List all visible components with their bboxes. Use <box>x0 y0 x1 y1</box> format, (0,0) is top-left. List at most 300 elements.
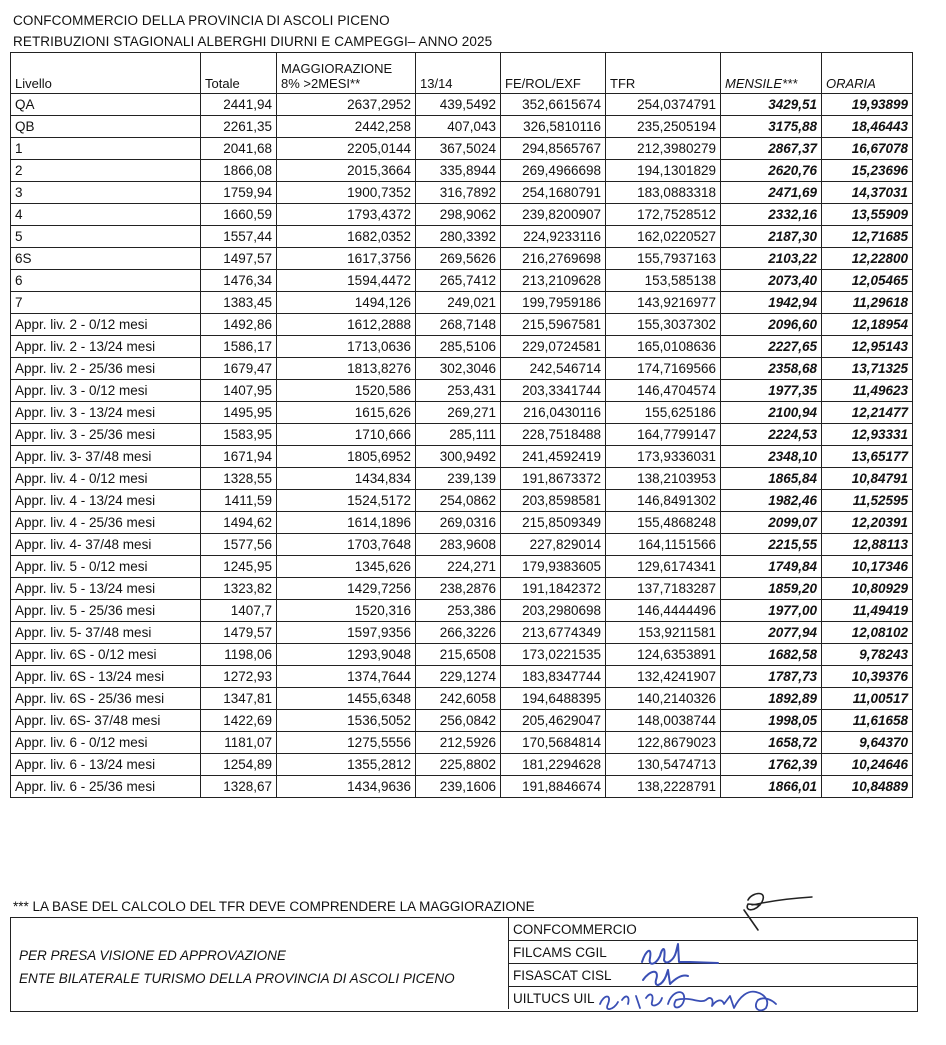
cell-tredicesima-quattordicesima: 249,021 <box>416 292 501 314</box>
cell-livello: Appr. liv. 6 - 25/36 mesi <box>11 776 201 798</box>
cell-tfr: 155,4868248 <box>606 512 721 534</box>
cell-mensile: 2358,68 <box>721 358 822 380</box>
cell-tfr: 162,0220527 <box>606 226 721 248</box>
cell-maggiorazione: 1536,5052 <box>277 710 416 732</box>
cell-totale: 2441,94 <box>201 94 277 116</box>
cell-totale: 1671,94 <box>201 446 277 468</box>
table-row <box>11 490 913 512</box>
column-header-maggiorazione-line1: MAGGIORAZIONE <box>281 61 393 76</box>
cell-oraria: 10,80929 <box>822 578 913 600</box>
cell-maggiorazione: 1434,9636 <box>277 776 416 798</box>
cell-fe-rol-exf: 203,2980698 <box>501 600 606 622</box>
cell-fe-rol-exf: 224,9233116 <box>501 226 606 248</box>
cell-oraria: 18,46443 <box>822 116 913 138</box>
cell-tredicesima-quattordicesima: 239,139 <box>416 468 501 490</box>
cell-livello: Appr. liv. 6S - 13/24 mesi <box>11 666 201 688</box>
cell-fe-rol-exf: 215,5967581 <box>501 314 606 336</box>
cell-livello: Appr. liv. 3 - 13/24 mesi <box>11 402 201 424</box>
cell-mensile: 2867,37 <box>721 138 822 160</box>
cell-totale: 1479,57 <box>201 622 277 644</box>
cell-tredicesima-quattordicesima: 253,386 <box>416 600 501 622</box>
cell-tredicesima-quattordicesima: 256,0842 <box>416 710 501 732</box>
column-header-fe-rol-exf: FE/ROL/EXF <box>501 53 606 94</box>
signatory-filcams-cgil: FILCAMS CGIL <box>509 941 918 964</box>
cell-livello: 6S <box>11 248 201 270</box>
cell-fe-rol-exf: 191,8846674 <box>501 776 606 798</box>
cell-oraria: 16,67078 <box>822 138 913 160</box>
cell-maggiorazione: 2442,258 <box>277 116 416 138</box>
cell-mensile: 2077,94 <box>721 622 822 644</box>
cell-livello: Appr. liv. 5- 37/48 mesi <box>11 622 201 644</box>
cell-maggiorazione: 1293,9048 <box>277 644 416 666</box>
cell-tfr: 153,9211581 <box>606 622 721 644</box>
cell-mensile: 1762,39 <box>721 754 822 776</box>
approval-line-1: PER PRESA VISIONE ED APPROVAZIONE <box>19 948 286 963</box>
cell-maggiorazione: 1617,3756 <box>277 248 416 270</box>
cell-mensile: 1942,94 <box>721 292 822 314</box>
table-row <box>11 666 913 688</box>
cell-mensile: 3175,88 <box>721 116 822 138</box>
table-row <box>11 94 913 116</box>
cell-mensile: 1998,05 <box>721 710 822 732</box>
cell-maggiorazione: 1713,0636 <box>277 336 416 358</box>
cell-fe-rol-exf: 213,2109628 <box>501 270 606 292</box>
cell-totale: 1494,62 <box>201 512 277 534</box>
cell-livello: Appr. liv. 4 - 0/12 mesi <box>11 468 201 490</box>
document-title: CONFCOMMERCIO DELLA PROVINCIA DI ASCOLI PICENO <box>13 13 390 28</box>
cell-tfr: 165,0108636 <box>606 336 721 358</box>
cell-tfr: 146,4704574 <box>606 380 721 402</box>
cell-fe-rol-exf: 227,829014 <box>501 534 606 556</box>
cell-maggiorazione: 1494,126 <box>277 292 416 314</box>
cell-maggiorazione: 1900,7352 <box>277 182 416 204</box>
cell-maggiorazione: 1612,2888 <box>277 314 416 336</box>
table-row <box>11 710 913 732</box>
cell-mensile: 2103,22 <box>721 248 822 270</box>
cell-tfr: 153,585138 <box>606 270 721 292</box>
cell-livello: Appr. liv. 5 - 0/12 mesi <box>11 556 201 578</box>
cell-fe-rol-exf: 326,5810116 <box>501 116 606 138</box>
cell-mensile: 2215,55 <box>721 534 822 556</box>
cell-oraria: 9,78243 <box>822 644 913 666</box>
cell-tredicesima-quattordicesima: 225,8802 <box>416 754 501 776</box>
table-row <box>11 578 913 600</box>
cell-mensile: 2073,40 <box>721 270 822 292</box>
cell-oraria: 19,93899 <box>822 94 913 116</box>
cell-maggiorazione: 1597,9356 <box>277 622 416 644</box>
cell-oraria: 11,61658 <box>822 710 913 732</box>
cell-tfr: 132,4241907 <box>606 666 721 688</box>
cell-maggiorazione: 1793,4372 <box>277 204 416 226</box>
cell-tredicesima-quattordicesima: 269,271 <box>416 402 501 424</box>
cell-fe-rol-exf: 228,7518488 <box>501 424 606 446</box>
column-header-13-14: 13/14 <box>416 53 501 94</box>
cell-totale: 1411,59 <box>201 490 277 512</box>
table-row <box>11 688 913 710</box>
cell-oraria: 10,24646 <box>822 754 913 776</box>
cell-totale: 1583,95 <box>201 424 277 446</box>
cell-livello: Appr. liv. 6S - 0/12 mesi <box>11 644 201 666</box>
cell-livello: Appr. liv. 6 - 13/24 mesi <box>11 754 201 776</box>
cell-livello: Appr. liv. 3 - 25/36 mesi <box>11 424 201 446</box>
cell-fe-rol-exf: 241,4592419 <box>501 446 606 468</box>
cell-tfr: 155,625186 <box>606 402 721 424</box>
cell-maggiorazione: 1520,316 <box>277 600 416 622</box>
cell-tfr: 235,2505194 <box>606 116 721 138</box>
cell-fe-rol-exf: 216,2769698 <box>501 248 606 270</box>
cell-livello: Appr. liv. 3- 37/48 mesi <box>11 446 201 468</box>
cell-mensile: 2348,10 <box>721 446 822 468</box>
cell-tfr: 138,2103953 <box>606 468 721 490</box>
cell-maggiorazione: 1682,0352 <box>277 226 416 248</box>
cell-livello: Appr. liv. 2 - 0/12 mesi <box>11 314 201 336</box>
table-row <box>11 600 913 622</box>
table-row <box>11 358 913 380</box>
cell-tredicesima-quattordicesima: 439,5492 <box>416 94 501 116</box>
cell-tfr: 194,1301829 <box>606 160 721 182</box>
table-row <box>11 380 913 402</box>
cell-tfr: 137,7183287 <box>606 578 721 600</box>
cell-tfr: 146,8491302 <box>606 490 721 512</box>
cell-mensile: 1892,89 <box>721 688 822 710</box>
cell-totale: 2261,35 <box>201 116 277 138</box>
cell-tfr: 148,0038744 <box>606 710 721 732</box>
cell-oraria: 10,39376 <box>822 666 913 688</box>
cell-maggiorazione: 1345,626 <box>277 556 416 578</box>
cell-oraria: 10,84791 <box>822 468 913 490</box>
cell-tredicesima-quattordicesima: 238,2876 <box>416 578 501 600</box>
cell-livello: Appr. liv. 4- 37/48 mesi <box>11 534 201 556</box>
cell-tfr: 124,6353891 <box>606 644 721 666</box>
cell-tfr: 172,7528512 <box>606 204 721 226</box>
table-row <box>11 424 913 446</box>
cell-tfr: 140,2140326 <box>606 688 721 710</box>
cell-oraria: 12,18954 <box>822 314 913 336</box>
cell-totale: 1347,81 <box>201 688 277 710</box>
cell-totale: 1328,67 <box>201 776 277 798</box>
cell-fe-rol-exf: 269,4966698 <box>501 160 606 182</box>
cell-tredicesima-quattordicesima: 300,9492 <box>416 446 501 468</box>
cell-totale: 1272,93 <box>201 666 277 688</box>
approval-line-2: ENTE BILATERALE TURISMO DELLA PROVINCIA DI ASCOLI PICENO <box>19 971 455 986</box>
cell-totale: 1328,55 <box>201 468 277 490</box>
cell-fe-rol-exf: 194,6488395 <box>501 688 606 710</box>
cell-oraria: 10,84889 <box>822 776 913 798</box>
cell-mensile: 2471,69 <box>721 182 822 204</box>
cell-tredicesima-quattordicesima: 269,0316 <box>416 512 501 534</box>
cell-fe-rol-exf: 203,8598581 <box>501 490 606 512</box>
cell-oraria: 13,71325 <box>822 358 913 380</box>
table-row <box>11 776 913 798</box>
cell-fe-rol-exf: 239,8200907 <box>501 204 606 226</box>
cell-fe-rol-exf: 213,6774349 <box>501 622 606 644</box>
table-row <box>11 116 913 138</box>
cell-totale: 1679,47 <box>201 358 277 380</box>
cell-totale: 1422,69 <box>201 710 277 732</box>
cell-livello: 7 <box>11 292 201 314</box>
cell-maggiorazione: 1805,6952 <box>277 446 416 468</box>
cell-oraria: 13,55909 <box>822 204 913 226</box>
cell-tredicesima-quattordicesima: 224,271 <box>416 556 501 578</box>
document-subtitle: RETRIBUZIONI STAGIONALI ALBERGHI DIURNI E CAMPEGGI– ANNO 2025 <box>13 34 493 49</box>
cell-tfr: 155,7937163 <box>606 248 721 270</box>
cell-totale: 1407,95 <box>201 380 277 402</box>
cell-tfr: 130,5474713 <box>606 754 721 776</box>
table-row <box>11 556 913 578</box>
cell-oraria: 12,05465 <box>822 270 913 292</box>
table-row <box>11 160 913 182</box>
cell-maggiorazione: 2637,2952 <box>277 94 416 116</box>
cell-oraria: 12,71685 <box>822 226 913 248</box>
column-header-maggiorazione-line2: 8% >2MESI** <box>281 76 361 91</box>
cell-mensile: 2224,53 <box>721 424 822 446</box>
cell-totale: 1495,95 <box>201 402 277 424</box>
cell-fe-rol-exf: 242,546714 <box>501 358 606 380</box>
cell-maggiorazione: 1374,7644 <box>277 666 416 688</box>
cell-livello: Appr. liv. 6 - 0/12 mesi <box>11 732 201 754</box>
cell-oraria: 12,22800 <box>822 248 913 270</box>
cell-fe-rol-exf: 294,8565767 <box>501 138 606 160</box>
cell-mensile: 1865,84 <box>721 468 822 490</box>
cell-livello: Appr. liv. 5 - 13/24 mesi <box>11 578 201 600</box>
cell-oraria: 11,49419 <box>822 600 913 622</box>
cell-tredicesima-quattordicesima: 242,6058 <box>416 688 501 710</box>
cell-tredicesima-quattordicesima: 212,5926 <box>416 732 501 754</box>
cell-totale: 1181,07 <box>201 732 277 754</box>
cell-tredicesima-quattordicesima: 335,8944 <box>416 160 501 182</box>
cell-tredicesima-quattordicesima: 302,3046 <box>416 358 501 380</box>
cell-tredicesima-quattordicesima: 269,5626 <box>416 248 501 270</box>
cell-tfr: 155,3037302 <box>606 314 721 336</box>
cell-tredicesima-quattordicesima: 265,7412 <box>416 270 501 292</box>
cell-livello: Appr. liv. 6S - 25/36 mesi <box>11 688 201 710</box>
cell-oraria: 11,00517 <box>822 688 913 710</box>
signatory-confcommercio: CONFCOMMERCIO <box>509 918 918 941</box>
cell-tfr: 129,6174341 <box>606 556 721 578</box>
cell-tredicesima-quattordicesima: 266,3226 <box>416 622 501 644</box>
cell-totale: 1759,94 <box>201 182 277 204</box>
cell-tfr: 164,1151566 <box>606 534 721 556</box>
cell-mensile: 1859,20 <box>721 578 822 600</box>
cell-mensile: 2332,16 <box>721 204 822 226</box>
cell-oraria: 10,17346 <box>822 556 913 578</box>
cell-mensile: 2099,07 <box>721 512 822 534</box>
cell-tfr: 143,9216977 <box>606 292 721 314</box>
cell-maggiorazione: 1434,834 <box>277 468 416 490</box>
cell-livello: Appr. liv. 2 - 13/24 mesi <box>11 336 201 358</box>
table-row <box>11 534 913 556</box>
cell-livello: 5 <box>11 226 201 248</box>
cell-maggiorazione: 1710,666 <box>277 424 416 446</box>
cell-totale: 1198,06 <box>201 644 277 666</box>
cell-maggiorazione: 1520,586 <box>277 380 416 402</box>
cell-tredicesima-quattordicesima: 298,9062 <box>416 204 501 226</box>
cell-fe-rol-exf: 203,3341744 <box>501 380 606 402</box>
cell-totale: 1245,95 <box>201 556 277 578</box>
cell-oraria: 12,08102 <box>822 622 913 644</box>
cell-totale: 1577,56 <box>201 534 277 556</box>
cell-tredicesima-quattordicesima: 367,5024 <box>416 138 501 160</box>
cell-totale: 1476,34 <box>201 270 277 292</box>
column-header-livello: Livello <box>11 53 201 94</box>
cell-oraria: 13,65177 <box>822 446 913 468</box>
cell-tfr: 212,3980279 <box>606 138 721 160</box>
cell-livello: QB <box>11 116 201 138</box>
cell-mensile: 2187,30 <box>721 226 822 248</box>
column-header-oraria: ORARIA <box>822 53 913 94</box>
cell-maggiorazione: 2205,0144 <box>277 138 416 160</box>
table-row <box>11 226 913 248</box>
table-row <box>11 512 913 534</box>
cell-fe-rol-exf: 229,0724581 <box>501 336 606 358</box>
cell-mensile: 1866,01 <box>721 776 822 798</box>
cell-oraria: 12,21477 <box>822 402 913 424</box>
cell-totale: 1497,57 <box>201 248 277 270</box>
cell-maggiorazione: 1429,7256 <box>277 578 416 600</box>
cell-totale: 1254,89 <box>201 754 277 776</box>
cell-oraria: 12,95143 <box>822 336 913 358</box>
cell-fe-rol-exf: 183,8347744 <box>501 666 606 688</box>
cell-livello: 6 <box>11 270 201 292</box>
cell-oraria: 12,88113 <box>822 534 913 556</box>
cell-livello: Appr. liv. 2 - 25/36 mesi <box>11 358 201 380</box>
cell-oraria: 14,37031 <box>822 182 913 204</box>
cell-tredicesima-quattordicesima: 268,7148 <box>416 314 501 336</box>
column-header-totale: Totale <box>201 53 277 94</box>
cell-tfr: 173,9336031 <box>606 446 721 468</box>
column-header-tfr: TFR <box>606 53 721 94</box>
cell-mensile: 1682,58 <box>721 644 822 666</box>
cell-mensile: 1982,46 <box>721 490 822 512</box>
cell-tredicesima-quattordicesima: 229,1274 <box>416 666 501 688</box>
table-row <box>11 270 913 292</box>
cell-tredicesima-quattordicesima: 316,7892 <box>416 182 501 204</box>
cell-tfr: 254,0374791 <box>606 94 721 116</box>
cell-maggiorazione: 1615,626 <box>277 402 416 424</box>
table-row <box>11 248 913 270</box>
cell-totale: 1407,7 <box>201 600 277 622</box>
cell-oraria: 11,52595 <box>822 490 913 512</box>
cell-fe-rol-exf: 216,0430116 <box>501 402 606 424</box>
signatory-fisascat-cisl: FISASCAT CISL <box>509 964 918 987</box>
cell-fe-rol-exf: 181,2294628 <box>501 754 606 776</box>
cell-fe-rol-exf: 179,9383605 <box>501 556 606 578</box>
cell-maggiorazione: 1813,8276 <box>277 358 416 380</box>
table-row <box>11 402 913 424</box>
cell-oraria: 11,49623 <box>822 380 913 402</box>
cell-maggiorazione: 1614,1896 <box>277 512 416 534</box>
cell-tredicesima-quattordicesima: 285,5106 <box>416 336 501 358</box>
table-row <box>11 468 913 490</box>
cell-totale: 1557,44 <box>201 226 277 248</box>
cell-totale: 1383,45 <box>201 292 277 314</box>
cell-livello: Appr. liv. 3 - 0/12 mesi <box>11 380 201 402</box>
cell-totale: 1586,17 <box>201 336 277 358</box>
approval-box <box>10 917 918 1012</box>
cell-fe-rol-exf: 191,8673372 <box>501 468 606 490</box>
cell-oraria: 11,29618 <box>822 292 913 314</box>
cell-totale: 1323,82 <box>201 578 277 600</box>
cell-maggiorazione: 2015,3664 <box>277 160 416 182</box>
cell-fe-rol-exf: 215,8509349 <box>501 512 606 534</box>
cell-livello: QA <box>11 94 201 116</box>
cell-mensile: 2100,94 <box>721 402 822 424</box>
table-row <box>11 446 913 468</box>
cell-tredicesima-quattordicesima: 254,0862 <box>416 490 501 512</box>
cell-fe-rol-exf: 205,4629047 <box>501 710 606 732</box>
cell-oraria: 15,23696 <box>822 160 913 182</box>
cell-maggiorazione: 1524,5172 <box>277 490 416 512</box>
cell-maggiorazione: 1594,4472 <box>277 270 416 292</box>
cell-tredicesima-quattordicesima: 283,9608 <box>416 534 501 556</box>
cell-totale: 1866,08 <box>201 160 277 182</box>
cell-livello: 1 <box>11 138 201 160</box>
cell-mensile: 1977,00 <box>721 600 822 622</box>
cell-tfr: 138,2228791 <box>606 776 721 798</box>
cell-fe-rol-exf: 352,6615674 <box>501 94 606 116</box>
table-row <box>11 622 913 644</box>
cell-mensile: 1787,73 <box>721 666 822 688</box>
cell-livello: 4 <box>11 204 201 226</box>
cell-tredicesima-quattordicesima: 253,431 <box>416 380 501 402</box>
cell-tfr: 146,4444496 <box>606 600 721 622</box>
cell-maggiorazione: 1355,2812 <box>277 754 416 776</box>
table-header-row <box>11 53 913 94</box>
cell-maggiorazione: 1275,5556 <box>277 732 416 754</box>
cell-livello: Appr. liv. 5 - 25/36 mesi <box>11 600 201 622</box>
cell-maggiorazione: 1703,7648 <box>277 534 416 556</box>
cell-fe-rol-exf: 254,1680791 <box>501 182 606 204</box>
cell-maggiorazione: 1455,6348 <box>277 688 416 710</box>
cell-tfr: 183,0883318 <box>606 182 721 204</box>
table-row <box>11 336 913 358</box>
cell-fe-rol-exf: 199,7959186 <box>501 292 606 314</box>
cell-mensile: 3429,51 <box>721 94 822 116</box>
cell-oraria: 12,93331 <box>822 424 913 446</box>
cell-mensile: 1749,84 <box>721 556 822 578</box>
cell-livello: Appr. liv. 4 - 13/24 mesi <box>11 490 201 512</box>
cell-totale: 2041,68 <box>201 138 277 160</box>
cell-oraria: 9,64370 <box>822 732 913 754</box>
cell-mensile: 2096,60 <box>721 314 822 336</box>
table-row <box>11 754 913 776</box>
salary-table <box>10 52 913 798</box>
column-header-maggiorazione <box>277 53 416 94</box>
cell-mensile: 1977,35 <box>721 380 822 402</box>
cell-mensile: 2227,65 <box>721 336 822 358</box>
cell-mensile: 1658,72 <box>721 732 822 754</box>
cell-tredicesima-quattordicesima: 239,1606 <box>416 776 501 798</box>
table-row <box>11 204 913 226</box>
cell-tredicesima-quattordicesima: 215,6508 <box>416 644 501 666</box>
cell-tredicesima-quattordicesima: 285,111 <box>416 424 501 446</box>
signatories-table <box>508 918 917 1009</box>
cell-fe-rol-exf: 170,5684814 <box>501 732 606 754</box>
cell-livello: Appr. liv. 6S- 37/48 mesi <box>11 710 201 732</box>
table-row <box>11 182 913 204</box>
tfr-footnote: *** LA BASE DEL CALCOLO DEL TFR DEVE COMPRENDERE LA MAGGIORAZIONE <box>13 899 535 914</box>
table-row <box>11 644 913 666</box>
signatory-uiltucs-uil: UILTUCS UIL <box>509 987 918 1010</box>
cell-fe-rol-exf: 191,1842372 <box>501 578 606 600</box>
cell-tredicesima-quattordicesima: 407,043 <box>416 116 501 138</box>
cell-tredicesima-quattordicesima: 280,3392 <box>416 226 501 248</box>
cell-livello: 2 <box>11 160 201 182</box>
cell-totale: 1492,86 <box>201 314 277 336</box>
cell-tfr: 164,7799147 <box>606 424 721 446</box>
column-header-mensile: MENSILE*** <box>721 53 822 94</box>
cell-livello: Appr. liv. 4 - 25/36 mesi <box>11 512 201 534</box>
